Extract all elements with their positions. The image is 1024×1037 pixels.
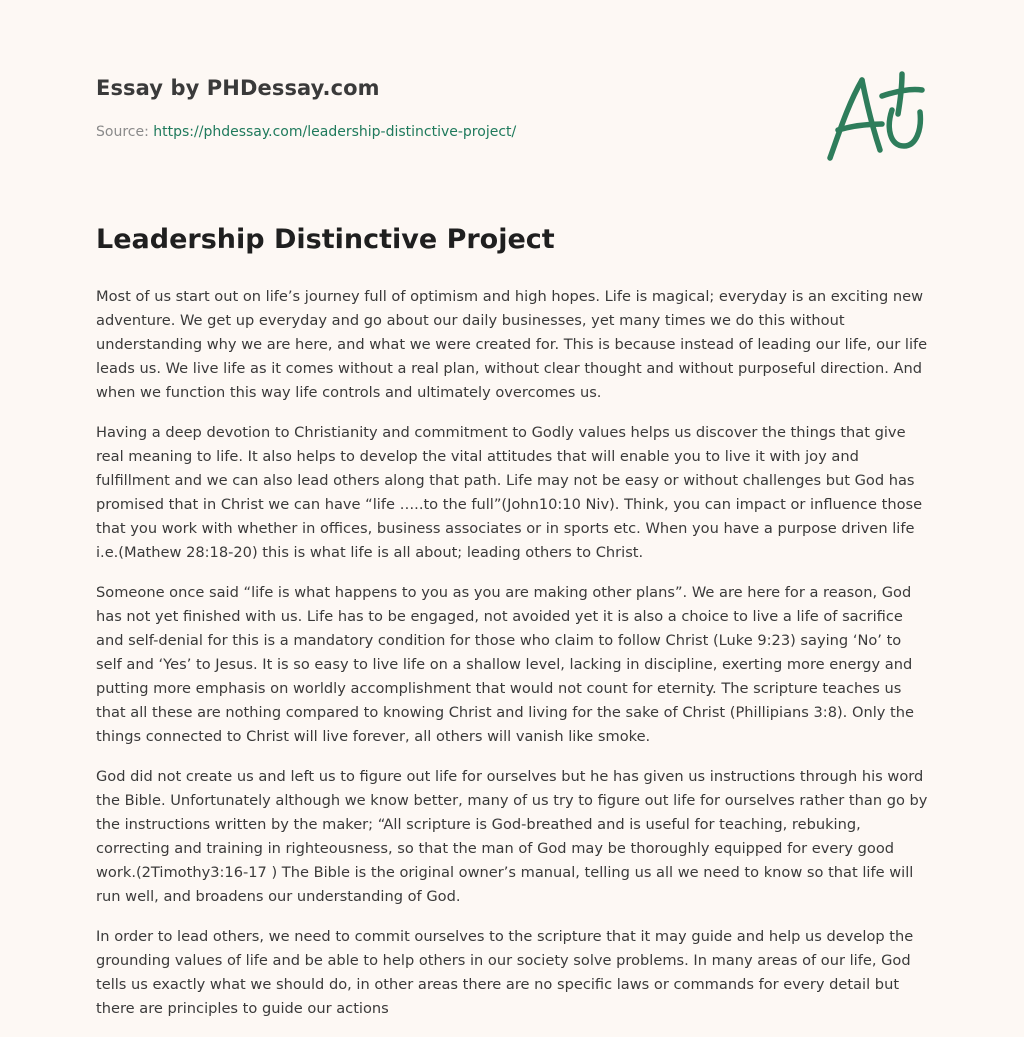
paragraph: Most of us start out on life’s journey full of optimism and high hopes. Life is magical; everyday is an exciting new adventure. We get up everyday and go about our daily businesses, yet many times we do this without understanding why we are here, and what we were created for. This is because instead of leading our life, our life leads us. We live life as it comes without a real plan, without clear thought and without purposeful direction. And when we function this way life controls and ultimately overcomes us. [96, 288, 928, 401]
source-label: Source: [96, 124, 154, 140]
site-brand: Essay by PHDessay.com [96, 76, 380, 100]
a-plus-logo-icon [820, 66, 930, 166]
essay-body [96, 285, 928, 1037]
source-line [96, 124, 516, 140]
source-link[interactable]: https://phdessay.com/leadership-distinctive-project/ [153, 124, 517, 140]
paragraph: God did not create us and left us to figure out life for ourselves but he has given us instructions through his word the Bible. Unfortunately although we know better, many of us try to figure out life for ourselves rather than go by the instructions written by the maker; “All scripture is God-breathed and is useful for teaching, rebuking, correcting and training in righteousness, so that the man of God may be thoroughly equipped for every good work.(2Timothy3:16-17 ) The Bible is the original owner’s manual, telling us all we need to know so that life will run well, and broadens our understanding of God. [96, 768, 928, 905]
paragraph: Having a deep devotion to Christianity and commitment to Godly values helps us discover the things that give real meaning to life. It also helps to develop the vital attitudes that will enable you to live it with joy and fulfillment and we can also lead others along that path. Life may not be easy or without challenges but God has promised that in Christ we can have “life …..to the full”(John10:10 Niv). Think, you can impact or influence those that you work with whether in offices, business associates or in sports etc. When you have a purpose driven life i.e.(Mathew 28:18-20) this is what life is all about; leading others to Christ. [96, 424, 923, 561]
document-title: Leadership Distinctive Project [96, 224, 555, 255]
paragraph: Someone once said “life is what happens to you as you are making other plans”. We are here for a reason, God has not yet finished with us. Life has to be engaged, not avoided yet it is also a choice to live a life of sacrifice and self-denial for this is a mandatory condition for those who claim to follow Christ (Luke 9:23) saying ‘No’ to self and ‘Yes’ to Jesus. It is so easy to live life on a shallow level, lacking in discipline, exerting more energy and putting more emphasis on worldly accomplishment that would not count for eternity. The scripture teaches us that all these are nothing compared to knowing Christ and living for the sake of Christ (Phillipians 3:8). Only the things connected to Christ will live forever, all others will vanish like smoke. [96, 584, 914, 745]
paragraph: In order to lead others, we need to commit ourselves to the scripture that it may guide and help us develop the grounding values of life and be able to help others in our society solve problems. In many areas of our life, God tells us exactly what we should do, in other areas there are no specific laws or commands for every detail but there are principles to guide our actions [96, 928, 914, 1017]
